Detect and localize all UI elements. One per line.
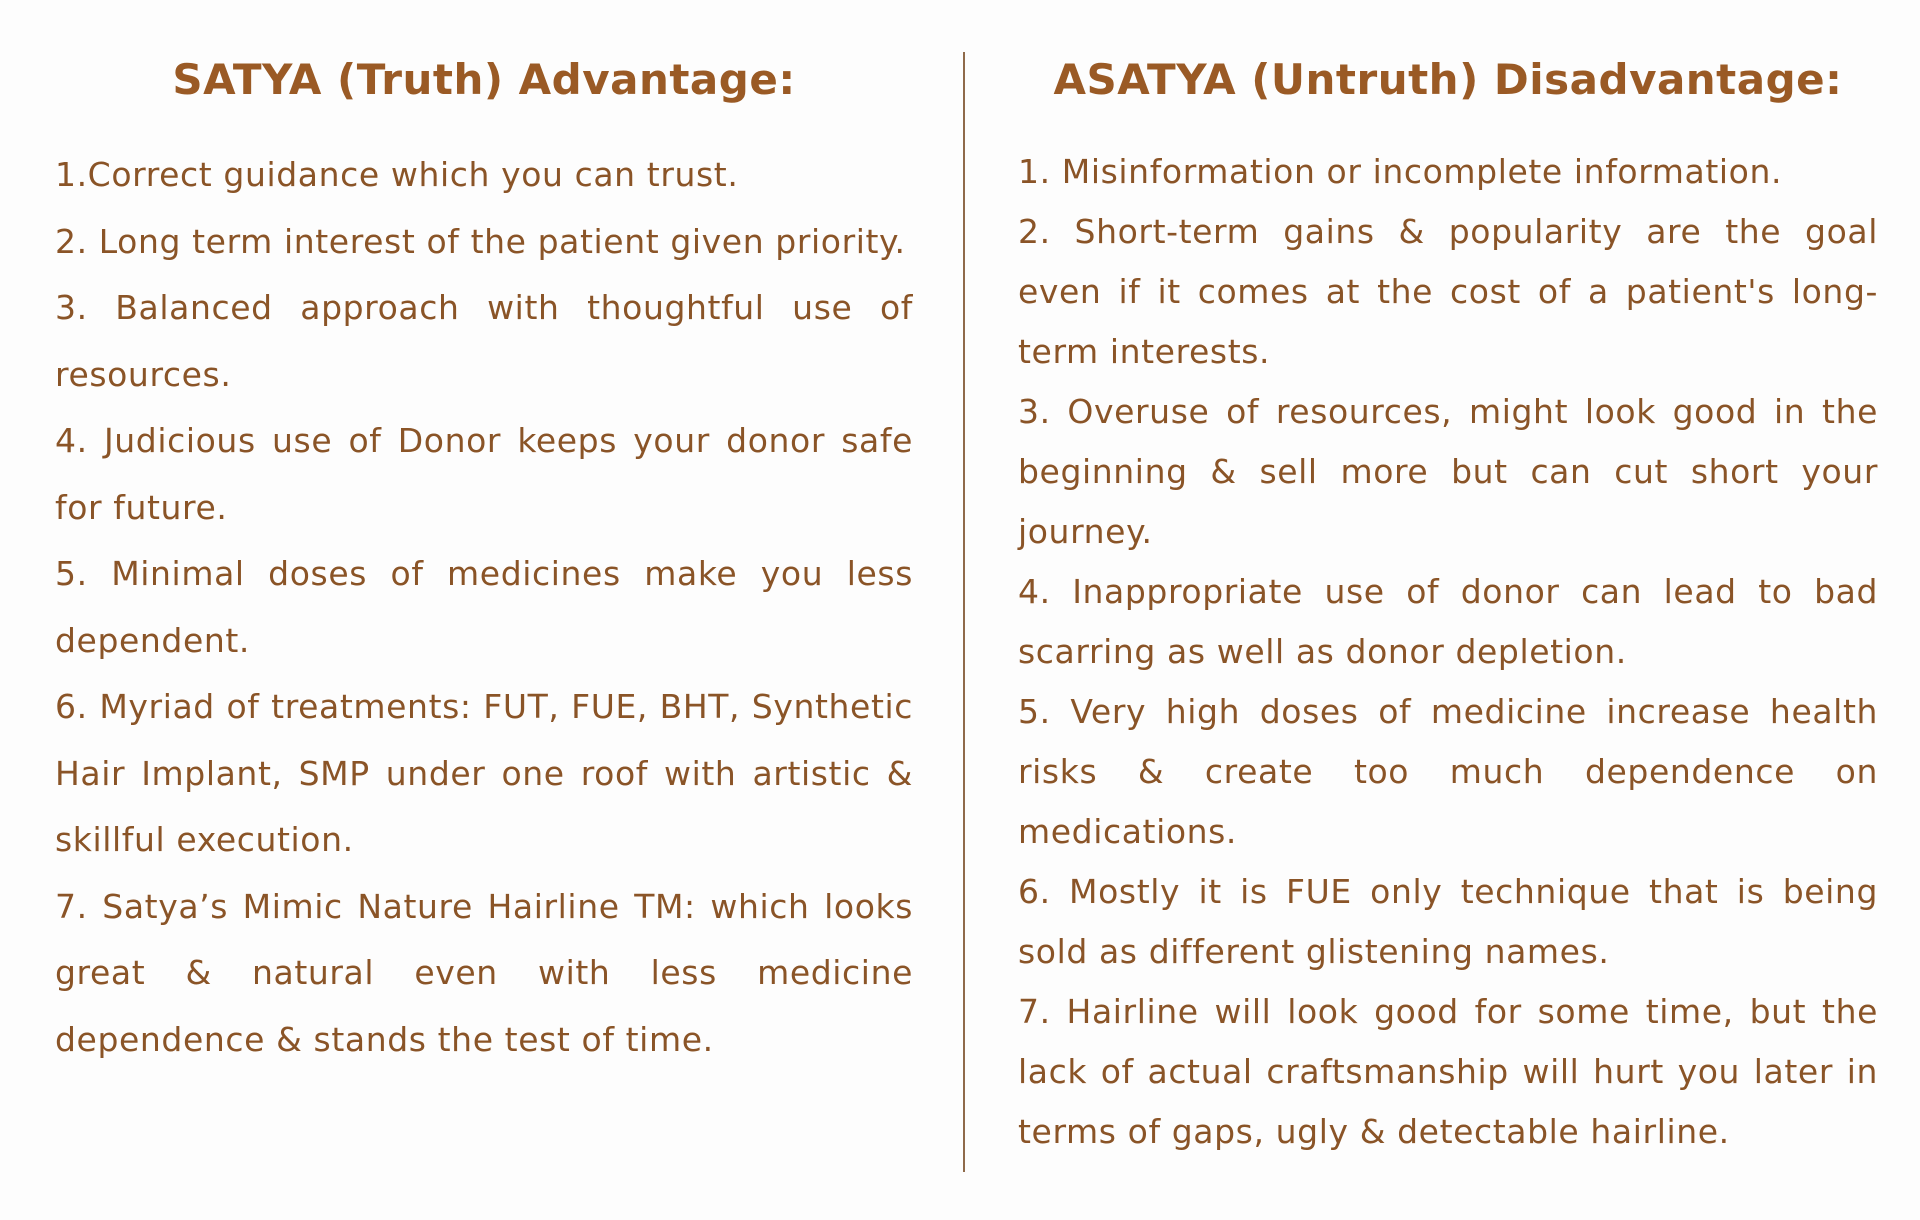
asatya-disadvantage-list	[1018, 142, 1878, 1162]
list-item: 4. Inappropriate use of donor can lead to bad scarring as well as donor depletion.	[1018, 572, 1878, 671]
asatya-disadvantage-column	[1018, 40, 1878, 1162]
list-item: 3. Overuse of resources, might look good in the beginning & sell more but can cut short your journey.	[1018, 392, 1878, 551]
column-divider	[963, 52, 965, 1172]
list-item: 1.Correct guidance which you can trust.	[55, 155, 739, 194]
list-item: 2. Short-term gains & popularity are the goal even if it comes at the cost of a patient's long-term interests.	[1018, 212, 1878, 371]
list-item: 7. Satya’s Mimic Nature Hairline TM: which looks great & natural even with less medicine dependence & stands the test of time.	[55, 886, 913, 1059]
list-item: 5. Very high doses of medicine increase health risks & create too much dependence on medications.	[1018, 692, 1878, 851]
list-item: 4. Judicious use of Donor keeps your donor safe for future.	[55, 421, 913, 527]
list-item: 6. Mostly it is FUE only technique that is being sold as different glistening names.	[1018, 872, 1878, 971]
list-item: 1. Misinformation or incomplete information.	[1018, 152, 1783, 191]
satya-heading: SATYA (Truth) Advantage:	[172, 55, 796, 104]
list-item: 6. Myriad of treatments: FUT, FUE, BHT, Synthetic Hair Implant, SMP under one roof with artistic & skillful execution.	[55, 687, 913, 859]
list-item: 5. Minimal doses of medicines make you less dependent.	[55, 554, 913, 660]
list-item: 3. Balanced approach with thoughtful use of resources.	[55, 288, 913, 394]
list-item: 2. Long term interest of the patient given priority.	[55, 221, 906, 261]
satya-advantage-column	[55, 40, 913, 1073]
satya-advantage-list	[55, 142, 913, 1073]
asatya-heading: ASATYA (Untruth) Disadvantage:	[1053, 55, 1843, 104]
list-item: 7. Hairline will look good for some time, but the lack of actual craftsmanship will hurt you later in terms of gaps, ugly & detectable hairline.	[1018, 992, 1878, 1151]
